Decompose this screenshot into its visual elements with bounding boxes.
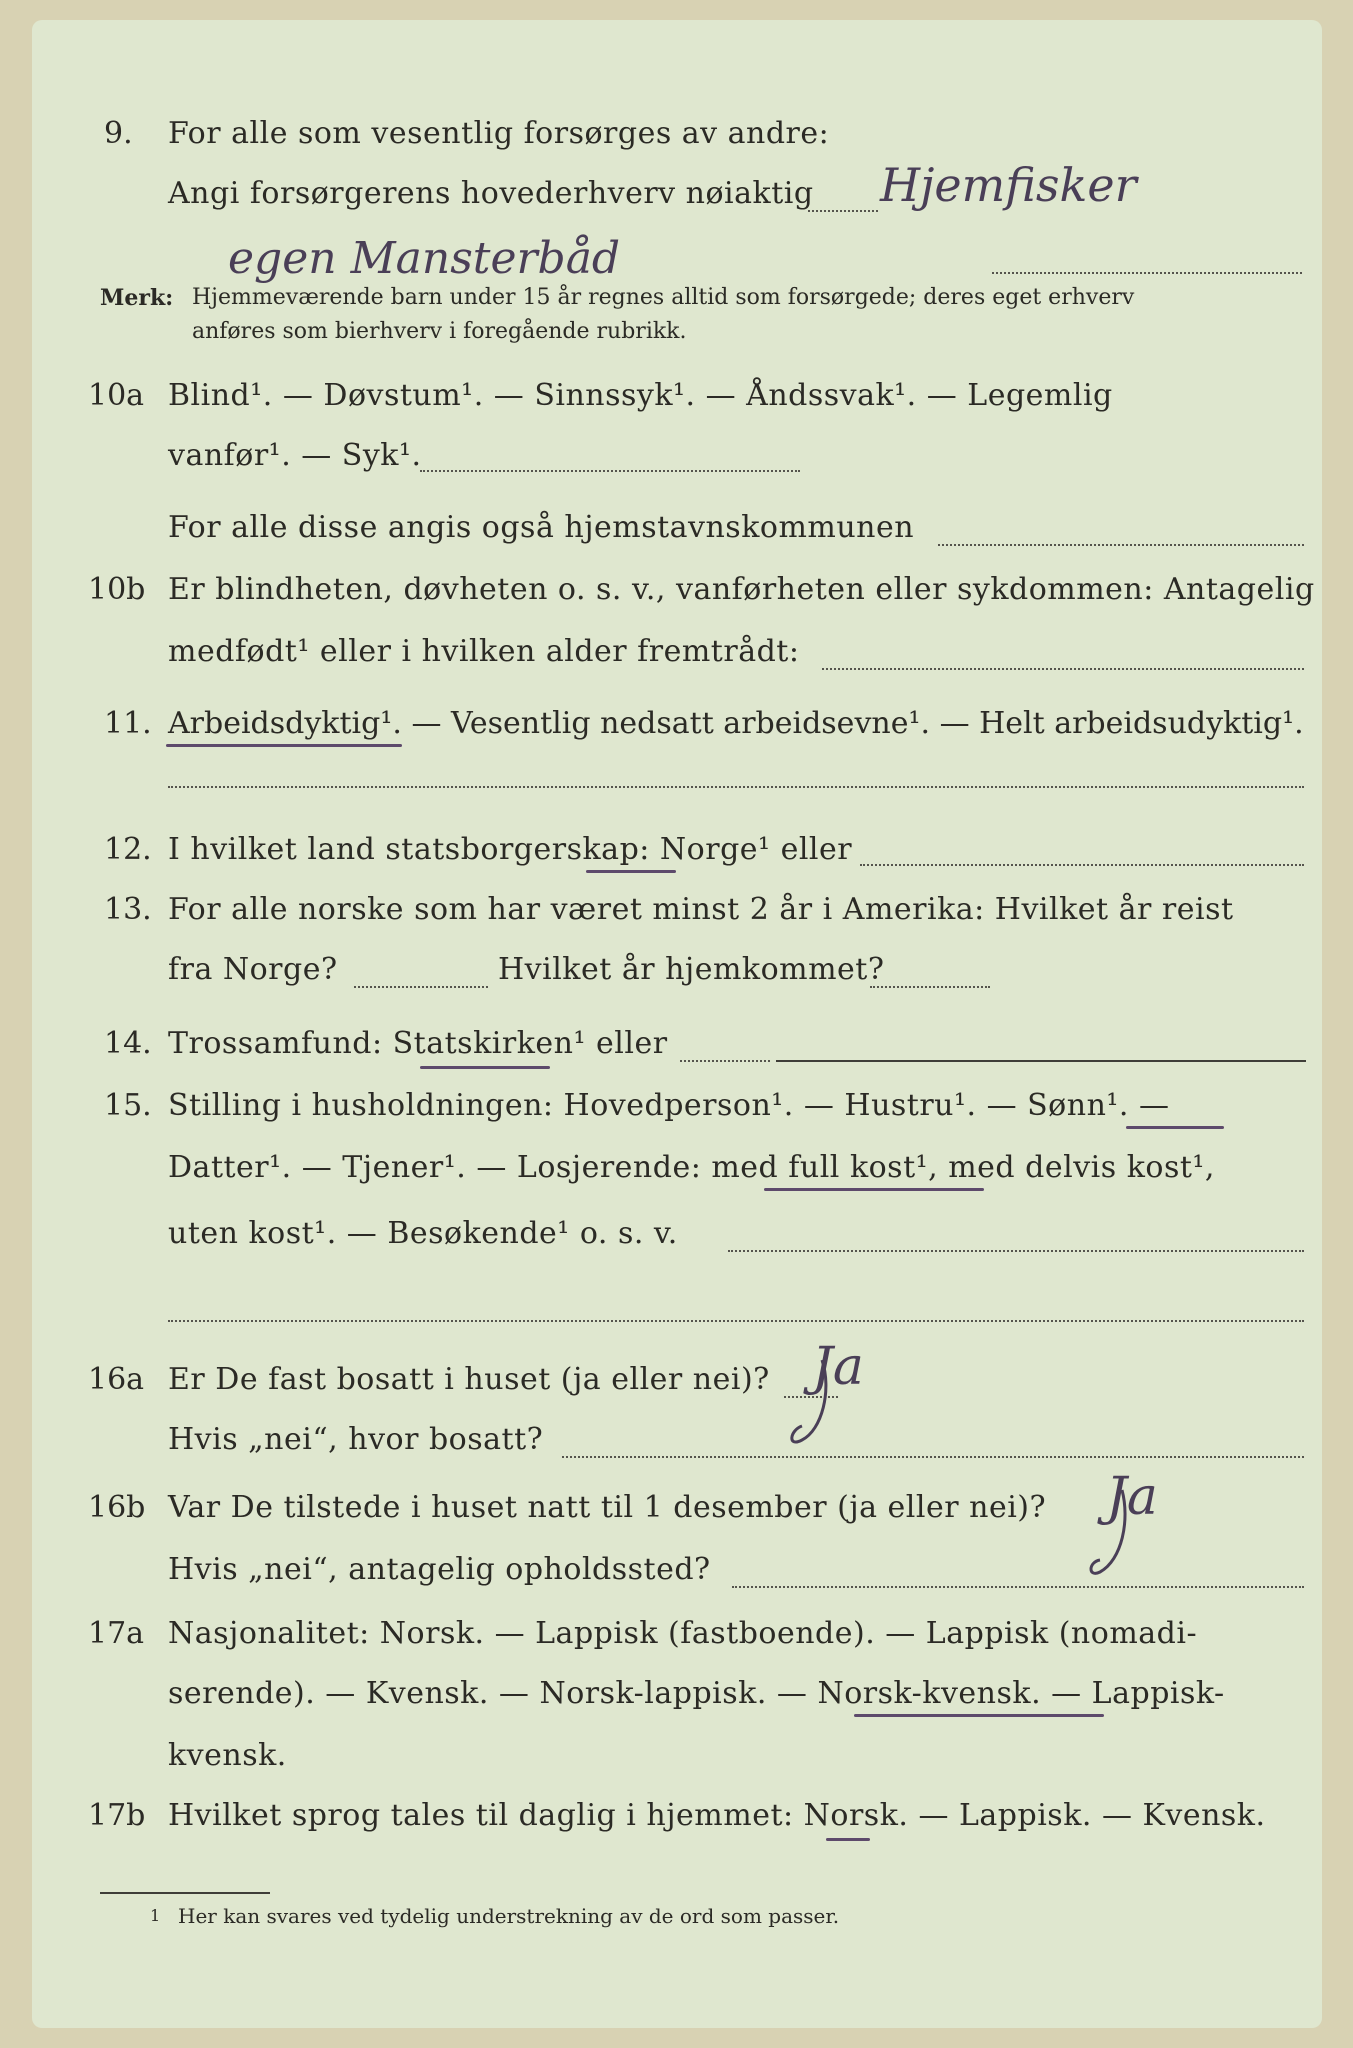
footnote-text: Her kan svares ved tydelig understrekning av de ord som passer. xyxy=(178,1904,840,1928)
q15-line3: uten kost¹. — Besøkende¹ o. s. v. xyxy=(168,1216,678,1251)
q16a-handwritten-answer: Ja xyxy=(812,1337,864,1397)
q11-line1: Arbeidsdyktig¹. — Vesentlig nedsatt arbeidsevne¹. — Helt arbeidsudyktig¹. xyxy=(168,706,1304,741)
q10a-hjemstavn-answer-line[interactable] xyxy=(938,544,1304,546)
merk-text-2: anføres som bierhverv i foregående rubrikk. xyxy=(192,319,687,344)
q13-line2a: fra Norge? xyxy=(168,952,338,987)
q10b-answer-line[interactable] xyxy=(822,668,1304,670)
q16a-handwriting-flourish xyxy=(792,1360,872,1460)
q11-number: 11. xyxy=(104,706,152,741)
q9-answer-line1[interactable] xyxy=(808,210,878,212)
footnote-mark: 1 xyxy=(150,1906,161,1925)
q15-full-kost-underline xyxy=(764,1188,984,1191)
q10b-line2: medfødt¹ eller i hvilken alder fremtrådt: xyxy=(168,634,800,669)
q10b-number: 10b xyxy=(88,572,146,607)
q16a-number: 16a xyxy=(88,1362,145,1397)
q14-number: 14. xyxy=(104,1026,152,1061)
q17b-line1: Hvilket sprog tales til daglig i hjemmet: Norsk. — Lappisk. — Kvensk. xyxy=(168,1798,1266,1833)
q12-norge-underline xyxy=(586,870,676,873)
q17b-number: 17b xyxy=(88,1798,146,1833)
merk-label: Merk: xyxy=(100,285,174,311)
q16b-number: 16b xyxy=(88,1490,146,1525)
q17a-line1: Nasjonalitet: Norsk. — Lappisk (fastboende). — Lappisk (nomadi- xyxy=(168,1616,1198,1651)
merk-text-1: Hjemmeværende barn under 15 år regnes alltid som forsørgede; deres eget erhverv xyxy=(192,285,1135,310)
q16a-line2: Hvis „nei“, hvor bosatt? xyxy=(168,1422,544,1457)
q13-number: 13. xyxy=(104,892,152,927)
q10a-line3: For alle disse angis også hjemstavnskommunen xyxy=(168,510,915,545)
q17b-norsk-mark xyxy=(826,1838,870,1841)
q15-line2: Datter¹. — Tjener¹. — Losjerende: med full kost¹, med delvis kost¹, xyxy=(168,1150,1215,1185)
q17a-line2: serende). — Kvensk. — Norsk-lappisk. — Norsk-kvensk. — Lappisk- xyxy=(168,1676,1225,1711)
q10a-number: 10a xyxy=(88,378,145,413)
q16b-line2: Hvis „nei“, antagelig opholdssted? xyxy=(168,1552,711,1587)
q13-reist-answer-line[interactable] xyxy=(354,986,488,988)
q17a-line3: kvensk. xyxy=(168,1738,287,1773)
q16b-handwritten-answer: Ja xyxy=(1106,1467,1158,1527)
q10b-line1: Er blindheten, døvheten o. s. v., vanførheten eller sykdommen: Antagelig xyxy=(168,572,1315,607)
q12-number: 12. xyxy=(104,832,152,867)
q13-hjemkommet-answer-line[interactable] xyxy=(870,986,990,988)
q9-line1: For alle som vesentlig forsørges av andre: xyxy=(168,116,830,151)
q13-line1: For alle norske som har været minst 2 år i Amerika: Hvilket år reist xyxy=(168,892,1234,927)
q11-answer-line[interactable] xyxy=(168,786,1304,788)
q12-answer-line[interactable] xyxy=(860,864,1304,866)
q14-answer-line-b[interactable] xyxy=(776,1060,1306,1062)
q12-line1: I hvilket land statsborgerskap: Norge¹ eller xyxy=(168,832,853,867)
q11-arbeidsdyktig-underline xyxy=(166,744,402,747)
q15-answer-line-1[interactable] xyxy=(728,1250,1304,1252)
q13-line2b: Hvilket år hjemkommet? xyxy=(498,952,885,987)
q9-line2: Angi forsørgerens hovederhverv nøiaktig xyxy=(168,176,814,211)
q17a-norsk-kvensk-underline xyxy=(854,1714,1104,1717)
q16a-bosatt-answer-line[interactable] xyxy=(562,1456,1304,1458)
q9-handwritten-answer-2: egen Mansterbåd xyxy=(228,233,621,284)
q14-statskirken-underline xyxy=(420,1066,550,1069)
q16b-handwriting-flourish xyxy=(1092,1490,1172,1590)
q9-number: 9. xyxy=(104,116,133,151)
q9-answer-line2[interactable] xyxy=(992,272,1302,274)
q15-line1: Stilling i husholdningen: Hovedperson¹. — Hustru¹. — Sønn¹. — xyxy=(168,1088,1170,1123)
q15-sonn-underline xyxy=(1126,1126,1224,1129)
q16b-opholdssted-answer-line[interactable] xyxy=(732,1586,1304,1588)
q16a-line1: Er De fast bosatt i huset (ja eller nei)? xyxy=(168,1362,770,1397)
q10a-line2: vanfør¹. — Syk¹. xyxy=(168,438,422,473)
q14-line1: Trossamfund: Statskirken¹ eller xyxy=(168,1026,668,1061)
census-form-page xyxy=(32,20,1322,2028)
q10a-syk-answer-line[interactable] xyxy=(420,470,800,472)
q10a-line1: Blind¹. — Døvstum¹. — Sinnssyk¹. — Åndssvak¹. — Legemlig xyxy=(168,378,1113,413)
q16b-line1: Var De tilstede i huset natt til 1 desember (ja eller nei)? xyxy=(168,1490,1047,1525)
q14-answer-line-a[interactable] xyxy=(680,1060,770,1062)
q17a-number: 17a xyxy=(88,1616,145,1651)
q9-handwritten-answer-1: Hjemfisker xyxy=(880,158,1137,212)
q15-answer-line-2[interactable] xyxy=(168,1320,1304,1322)
footnote-rule xyxy=(100,1892,270,1894)
q15-number: 15. xyxy=(104,1088,152,1123)
